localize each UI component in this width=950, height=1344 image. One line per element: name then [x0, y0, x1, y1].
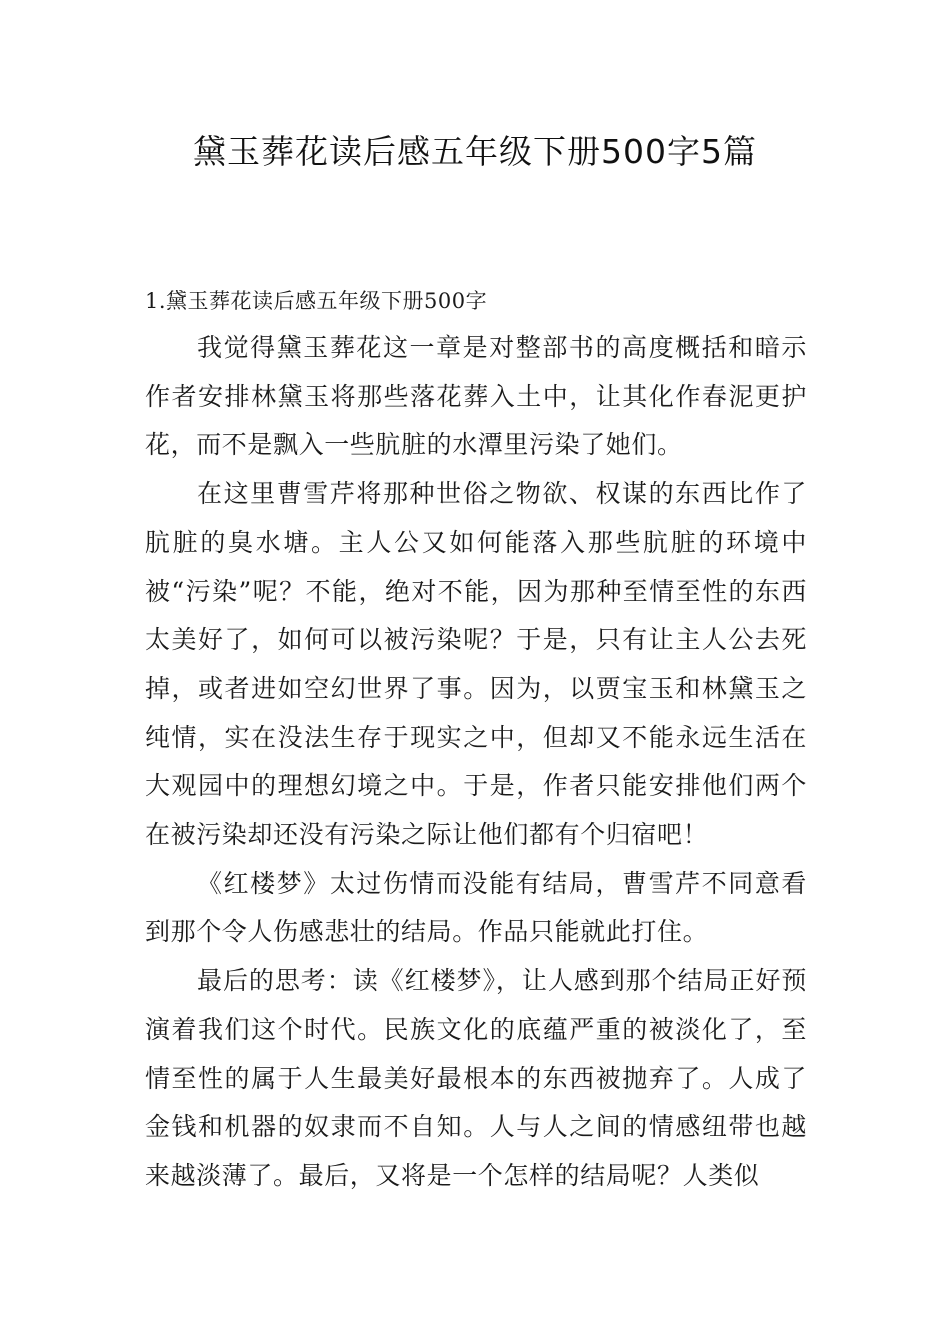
paragraph-3: 《红楼梦》太过伤情而没能有结局，曹雪芹不同意看到那个令人伤感悲壮的结局。作品只能就此打住。	[145, 868, 807, 947]
document-title: 黛玉葬花读后感五年级下册500字5篇	[193, 132, 757, 171]
section-heading: 1.黛玉葬花读后感五年级下册500字	[145, 289, 488, 313]
paragraph-4: 最后的思考：读《红楼梦》，让人感到那个结局正好预演着我们这个时代。民族文化的底蕴严重的被淡化了，至情至性的属于人生最美好最根本的东西被抛弃了。人成了金钱和机器的奴隶而不自知。人与人之间的情感纽带也越来越淡薄了。最后，又将是一个怎样的结局呢？人类似	[145, 966, 807, 1190]
paragraph-2: 在这里曹雪芹将那种世俗之物欲、权谋的东西比作了肮脏的臭水塘。主人公又如何能落入那些肮脏的环境中被“污染”呢？不能，绝对不能，因为那种至情至性的东西太美好了，如何可以被污染呢？于是，只有让主人公去死掉，或者进如空幻世界了事。因为，以贾宝玉和林黛玉之纯情，实在没法生存于现实之中，但却又不能永远生活在大观园中的理想幻境之中。于是，作者只能安排他们两个在被污染却还没有污染之际让他们都有个归宿吧！	[145, 479, 807, 850]
document-body	[145, 278, 807, 1201]
paragraph-1: 我觉得黛玉葬花这一章是对整部书的高度概括和暗示作者安排林黛玉将那些落花葬入土中，让其化作春泥更护花，而不是飘入一些肮脏的水潭里污染了她们。	[145, 333, 807, 460]
